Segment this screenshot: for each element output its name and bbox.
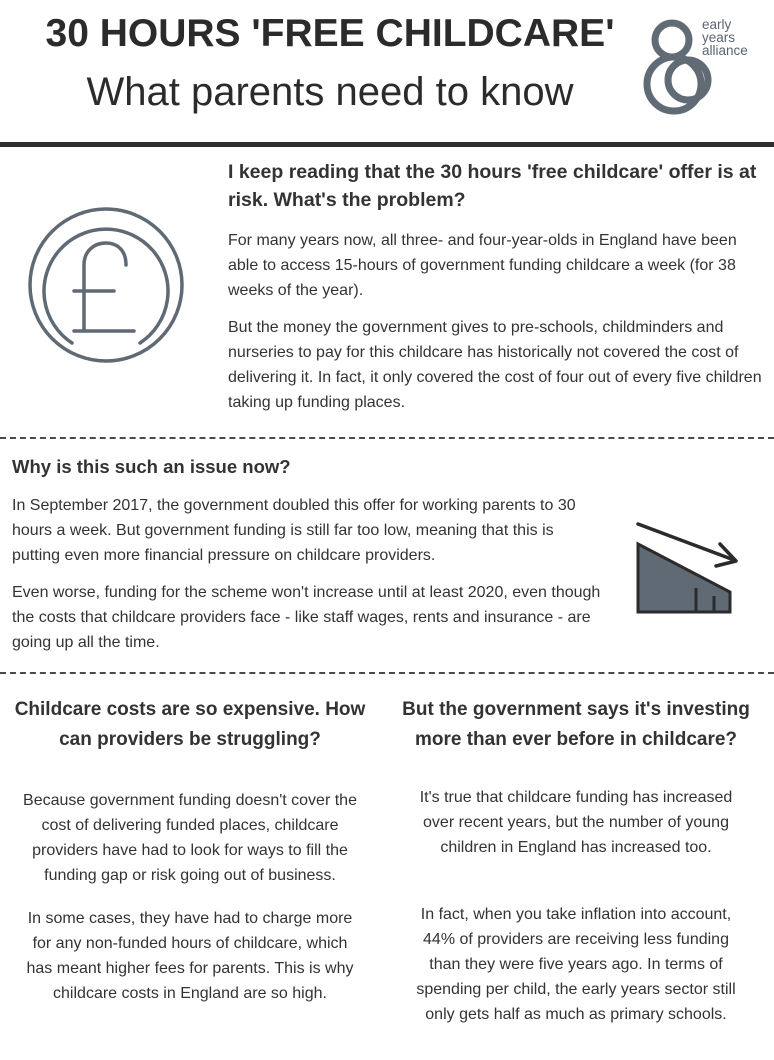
declining-chart-icon — [630, 516, 742, 620]
section-divider — [0, 437, 774, 439]
section2-body — [12, 493, 602, 667]
section2-paragraph: In September 2017, the government doubled this offer for working parents to 30 hours a week. But government funding is still far too low, meaning that this is putting even more financial pressure on childcare providers. — [12, 497, 576, 564]
left-column — [10, 695, 370, 1006]
page-subtitle: What parents need to know — [86, 70, 574, 114]
logo-word: years — [702, 30, 736, 45]
header-divider — [0, 142, 774, 147]
section-divider — [0, 672, 774, 674]
section1-heading: I keep reading that the 30 hours 'free childcare' offer is at risk. What's the problem? — [228, 161, 757, 211]
left-column-paragraph: In some cases, they have had to charge more for any non-funded hours of childcare, which has meant higher fees for parents. This is why childcare costs in England are so high. — [26, 910, 354, 1002]
section1-paragraph: For many years now, all three- and four-year-olds in England have been able to access 15-hours of government funding childcare a week (for 38 weeks of the year). — [228, 232, 737, 299]
section1-body — [228, 228, 768, 427]
right-column-paragraph: In fact, when you take inflation into account, 44% of providers are receiving less funding than they were five years ago. In terms of spending per child, the early years sector still only gets half as much as primary schools. — [416, 906, 736, 1023]
section2-heading: Why is this such an issue now? — [12, 456, 291, 477]
right-column-paragraph: It's true that childcare funding has increased over recent years, but the number of young children in England has increased too. — [419, 789, 733, 856]
right-column-heading: But the government says it's investing more than ever before in childcare? — [402, 699, 750, 750]
section1-paragraph: But the money the government gives to pre-schools, childminders and nurseries to pay for this childcare has historically not covered the cost of delivering it. In fact, it only covered the cost of four out of every five children taking up funding places. — [228, 319, 762, 411]
left-column-paragraph: Because government funding doesn't cover the cost of delivering funded places, childcare providers have had to look for ways to fill the funding gap or risk going out of business. — [23, 792, 357, 884]
section2-paragraph: Even worse, funding for the scheme won't increase until at least 2020, even though the costs that childcare providers face - like staff wages, rents and insurance - are going up all the time. — [12, 584, 601, 651]
logo-wordmark — [702, 18, 748, 57]
logo-word: alliance — [702, 43, 748, 58]
page-header — [0, 0, 774, 146]
pound-coin-icon — [26, 205, 186, 365]
left-column-heading: Childcare costs are so expensive. How can providers be struggling? — [14, 699, 366, 750]
logo-word: early — [702, 17, 732, 32]
right-column — [396, 695, 756, 1027]
page-title: 30 HOURS 'FREE CHILDCARE' — [45, 12, 615, 55]
